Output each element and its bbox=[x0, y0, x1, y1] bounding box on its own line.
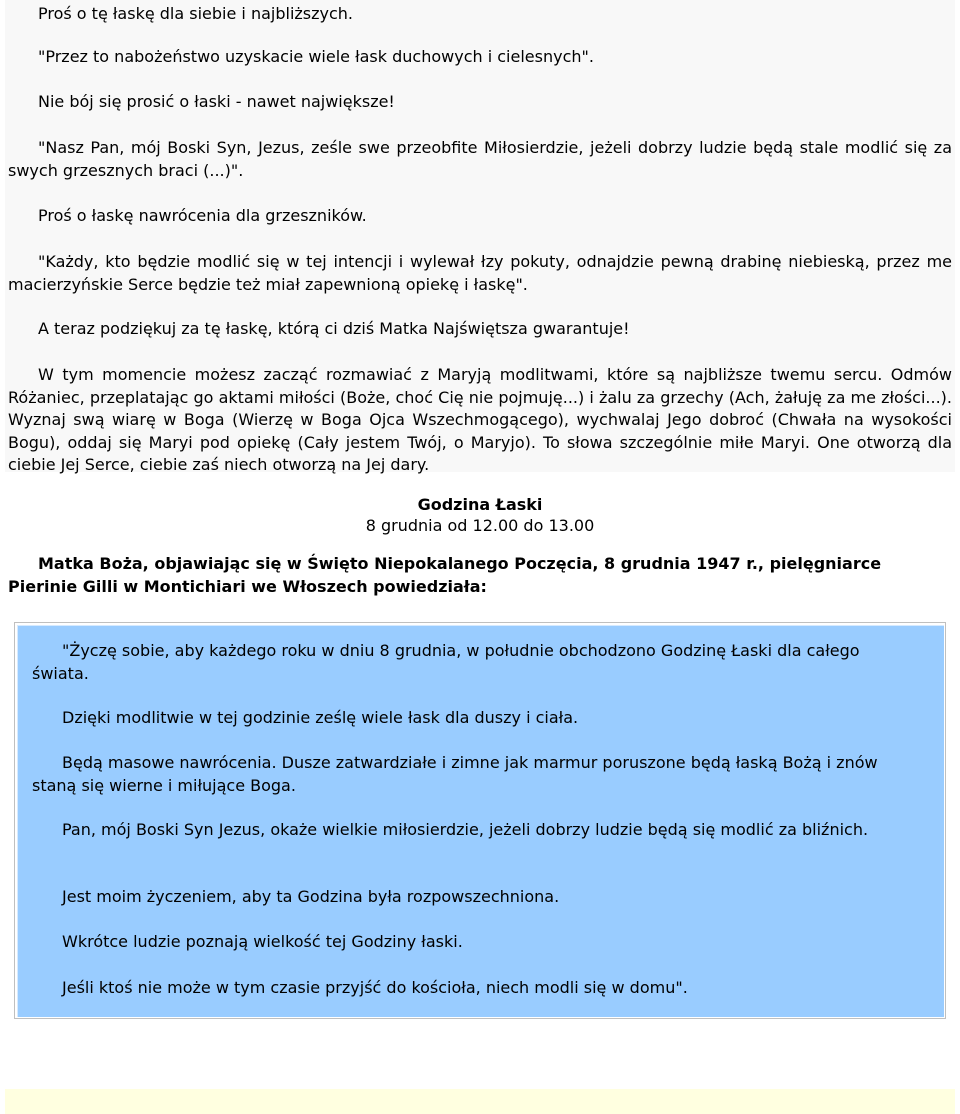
paragraph-mercy-quote: "Nasz Pan, mój Boski Syn, Jezus, ześle swe przeobfite Miłosierdzie, jeżeli dobrzy ludzie będą stale modlić się za swych grzesznych braci (...)". bbox=[8, 138, 952, 180]
paragraph-prayer-advice: W tym momencie możesz zacząć rozmawiać z Maryją modlitwami, które są najbliższe twemu sercu. Odmów Różaniec, przeplatając go aktami miłości (Boże, choć Cię nie pojmuję...) i żalu za grzechy (Ach, żałuję za me złości...). Wyznaj swą wiarę w Boga (Wierzę w Boga Ojca Wszechmogącego), wychwalaj Jego dobroć (Chwała na wysokości Bogu), oddaj się Maryi pod opiekę (Cały jestem Twój, o Maryjo). To słowa szczególnie miłe Maryi. One otworzą dla ciebie Jej Serce, ciebie zaś niech otworzą na Jej dary. bbox=[8, 365, 952, 474]
section-title: Godzina Łaski bbox=[417, 495, 543, 514]
paragraph-thanks: A teraz podziękuj za tę łaskę, którą ci dziś Matka Najświętsza gwarantuje! bbox=[38, 319, 630, 338]
footer-strip bbox=[5, 1089, 955, 1114]
quote-paragraph-graces: Dzięki modlitwie w tej godzinie ześlę wiele łask dla duszy i ciała. bbox=[62, 708, 579, 727]
quote-paragraph-mercy: Pan, mój Boski Syn Jezus, okaże wielkie miłosierdzie, jeżeli dobrzy ludzie będą się modlić za bliźnich. bbox=[62, 820, 869, 839]
section-intro: Matka Boża, objawiając się w Święto Niepokalanego Poczęcia, 8 grudnia 1947 r., pielęgniarce Pierinie Gilli w Montichiari we Włoszech powiedziała: bbox=[8, 554, 882, 596]
section-subtitle: 8 grudnia od 12.00 do 13.00 bbox=[365, 516, 595, 535]
quote-paragraph-home-prayer: Jeśli ktoś nie może w tym czasie przyjść do kościoła, niech modli się w domu". bbox=[62, 978, 688, 997]
quote-paragraph-greatness: Wkrótce ludzie poznają wielkość tej Godziny łaski. bbox=[62, 932, 463, 951]
paragraph-conversion: Proś o łaskę nawrócenia dla grzeszników. bbox=[38, 206, 367, 225]
quote-paragraph-wish: "Życzę sobie, aby każdego roku w dniu 8 grudnia, w południe obchodzono Godzinę Łaski dla całego świata. bbox=[32, 641, 860, 683]
paragraph-do-not-fear: Nie bój się prosić o łaski - nawet największe! bbox=[38, 92, 395, 111]
paragraph-pray-for-grace: Proś o tę łaskę dla siebie i najbliższych. bbox=[38, 4, 354, 23]
paragraph-devotion-quote: "Przez to nabożeństwo uzyskacie wiele łask duchowych i cielesnych". bbox=[38, 47, 594, 66]
quote-paragraph-conversions: Będą masowe nawrócenia. Dusze zatwardziałe i zimne jak marmur poruszone będą łaską Bożą i znów staną się wierne i miłujące Boga. bbox=[32, 753, 878, 795]
quote-paragraph-spread: Jest moim życzeniem, aby ta Godzina była rozpowszechniona. bbox=[62, 887, 560, 906]
paragraph-ladder-quote: "Każdy, kto będzie modlić się w tej intencji i wylewał łzy pokuty, odnajdzie pewną drabinę niebieską, przez me macierzyńskie Serce będzie też miał zapewnioną opiekę i łaskę". bbox=[8, 252, 952, 294]
